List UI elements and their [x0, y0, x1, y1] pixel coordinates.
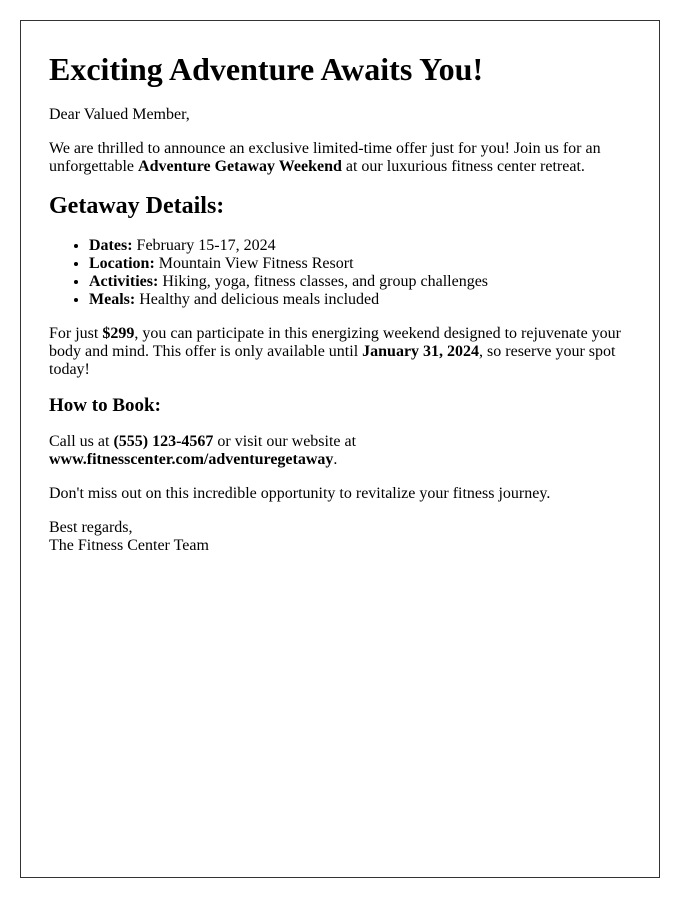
offer-deadline: January 31, 2024	[362, 343, 480, 360]
detail-item-dates	[89, 237, 631, 255]
booking-text-1: Call us at	[49, 433, 114, 450]
detail-value: Healthy and delicious meals included	[135, 291, 380, 308]
booking-text-2: or visit our website at	[213, 433, 357, 450]
detail-item-activities	[89, 273, 631, 291]
intro-highlight: Adventure Getaway Weekend	[138, 158, 342, 175]
booking-text-3: .	[333, 451, 338, 468]
greeting: Dear Valued Member,	[49, 106, 190, 123]
detail-label: Meals:	[89, 291, 136, 308]
signoff: Best regards,	[49, 519, 133, 536]
details-heading: Getaway Details:	[49, 193, 225, 219]
offer-paragraph	[49, 325, 631, 379]
offer-text-1: For just	[49, 325, 103, 342]
booking-paragraph	[49, 433, 631, 469]
details-list	[49, 237, 631, 309]
intro-text-start: We are thrilled to announce an exclusive limited-time offer just for you! Join us for an unforgettable	[49, 140, 601, 175]
booking-website: www.fitnesscenter.com/adventuregetaway	[49, 451, 334, 468]
detail-value: February 15-17, 2024	[132, 237, 276, 254]
closing-note: Don't miss out on this incredible opportunity to revitalize your fitness journey.	[49, 485, 551, 502]
detail-label: Dates:	[89, 237, 133, 254]
offer-price: $299	[102, 325, 135, 342]
detail-item-meals	[89, 291, 631, 309]
detail-label: Activities:	[89, 273, 159, 290]
detail-label: Location:	[89, 255, 155, 272]
letter-title: Exciting Adventure Awaits You!	[49, 51, 484, 87]
booking-phone: (555) 123-4567	[113, 433, 214, 450]
offer-text-3: , so reserve your spot today!	[49, 343, 616, 378]
letter-container	[20, 20, 660, 878]
booking-heading: How to Book:	[49, 395, 161, 416]
signoff-block	[49, 519, 631, 555]
offer-text-2: , you can participate in this energizing weekend designed to rejuvenate your body and mind. This offer is only available until	[49, 325, 621, 360]
detail-value: Hiking, yoga, fitness classes, and group challenges	[158, 273, 489, 290]
signature: The Fitness Center Team	[49, 537, 209, 554]
detail-value: Mountain View Fitness Resort	[154, 255, 354, 272]
intro-text-end: at our luxurious fitness center retreat.	[341, 158, 585, 175]
intro-paragraph	[49, 140, 631, 176]
detail-item-location	[89, 255, 631, 273]
